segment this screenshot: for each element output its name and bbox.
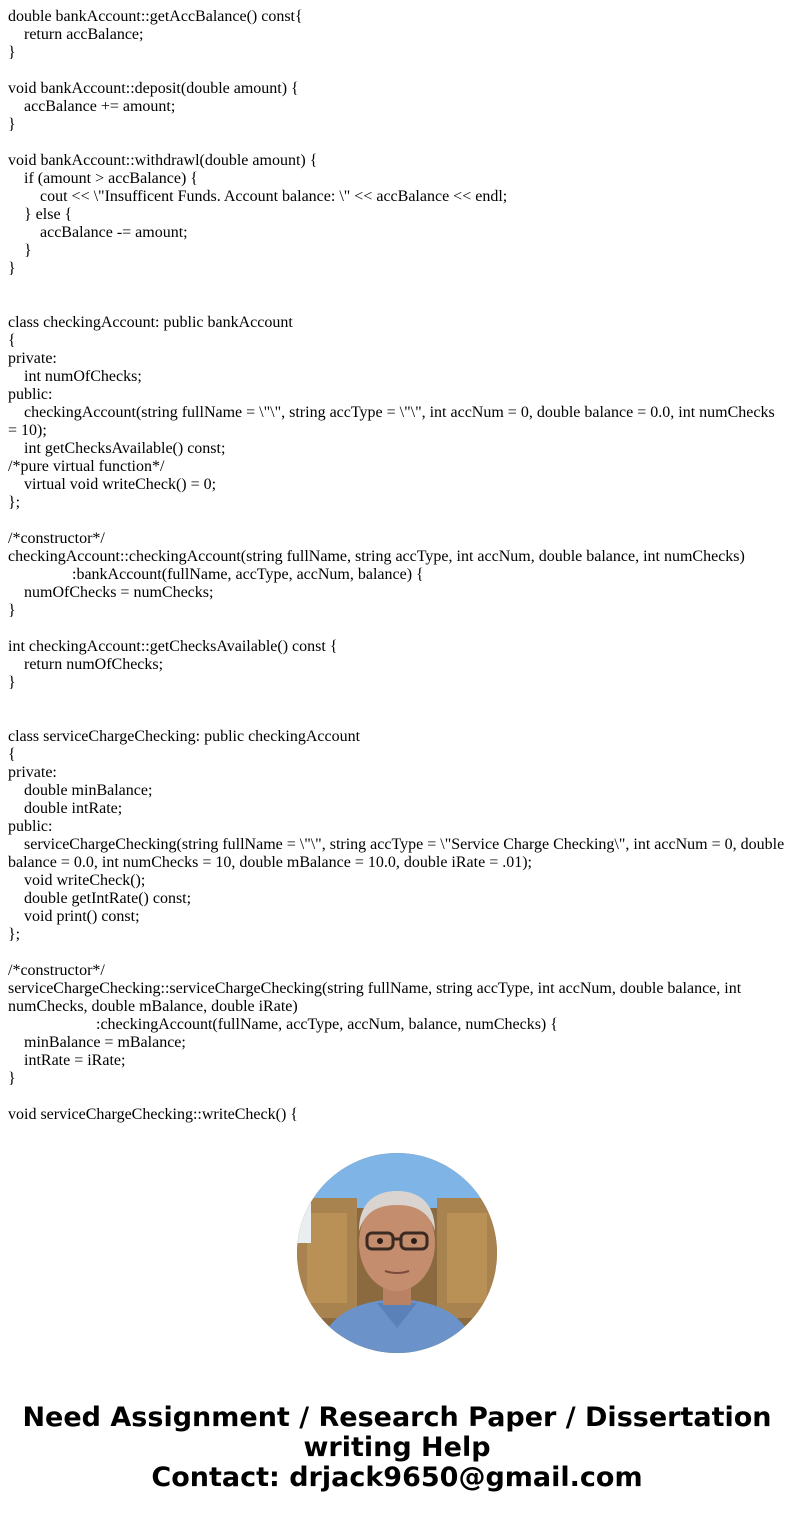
code-line: public: — [8, 386, 53, 403]
code-line: } — [8, 1070, 16, 1087]
code-line: }; — [8, 926, 21, 943]
code-line: serviceChargeChecking::serviceChargeChecking(string fullName, string accType, int accNum, double balance, int numChecks, double mBalance, double iRate) — [8, 980, 746, 1015]
promo-line-2: writing Help — [303, 1432, 491, 1463]
code-line: checkingAccount::checkingAccount(string fullName, string accType, int accNum, double balance, int numChecks) — [8, 548, 745, 565]
code-line — [8, 512, 786, 530]
promo-contact: Contact: drjack9650@gmail.com — [151, 1462, 643, 1493]
code-line: double intRate; — [8, 800, 123, 817]
code-line: void print() const; — [8, 908, 140, 925]
code-line: void bankAccount::deposit(double amount) { — [8, 80, 299, 97]
code-line — [8, 296, 786, 314]
code-line: } — [8, 44, 16, 61]
code-line: double minBalance; — [8, 782, 153, 799]
code-line: public: — [8, 818, 53, 835]
code-line: numOfChecks = numChecks; — [8, 584, 214, 601]
code-line: :checkingAccount(fullName, accType, accNum, balance, numChecks) { — [8, 1016, 558, 1033]
code-line — [8, 134, 786, 152]
code-line: accBalance += amount; — [8, 98, 176, 115]
code-line: void writeCheck(); — [8, 872, 146, 889]
code-line: void serviceChargeChecking::writeCheck() { — [8, 1106, 298, 1123]
code-line: private: — [8, 350, 57, 367]
code-line — [8, 944, 786, 962]
code-line: }; — [8, 494, 21, 511]
code-line: int checkingAccount::getChecksAvailable() const { — [8, 638, 338, 655]
code-line: } — [8, 116, 16, 133]
code-line: double getIntRate() const; — [8, 890, 192, 907]
code-line — [8, 620, 786, 638]
code-listing — [8, 8, 789, 1124]
code-line: serviceChargeChecking(string fullName = \"\", string accType = \"Service Charge Checking\", int accNum = 0, double balance = 0.0, int numChecks = 10, double mBalance = 10.0, double iRate = .01); — [8, 836, 789, 871]
code-line: } — [8, 242, 32, 259]
code-line: { — [8, 332, 16, 349]
code-line: intRate = iRate; — [8, 1052, 126, 1069]
code-line: if (amount > accBalance) { — [8, 170, 198, 187]
code-line: /*constructor*/ — [8, 530, 105, 547]
code-line: void bankAccount::withdrawl(double amount) { — [8, 152, 318, 169]
code-line: } — [8, 260, 16, 277]
code-line — [8, 62, 786, 80]
code-line: int numOfChecks; — [8, 368, 142, 385]
code-line: checkingAccount(string fullName = \"\", string accType = \"\", int accNum = 0, double balance = 0.0, int numChecks = 10); — [8, 404, 779, 439]
code-line: class checkingAccount: public bankAccount — [8, 314, 293, 331]
code-line: } else { — [8, 206, 73, 223]
code-line: /*pure virtual function*/ — [8, 458, 165, 475]
code-line: cout << \"Insufficent Funds. Account balance: \" << accBalance << endl; — [8, 188, 508, 205]
code-line: accBalance -= amount; — [8, 224, 188, 241]
code-line: double bankAccount::getAccBalance() const{ — [8, 8, 303, 25]
code-line: :bankAccount(fullName, accType, accNum, balance) { — [8, 566, 424, 583]
code-line: } — [8, 674, 16, 691]
code-line: } — [8, 602, 16, 619]
promo-banner — [0, 1403, 794, 1493]
code-line: /*constructor*/ — [8, 962, 105, 979]
code-line: return accBalance; — [8, 26, 144, 43]
code-line — [8, 278, 786, 296]
author-photo — [297, 1153, 497, 1353]
code-line: class serviceChargeChecking: public checkingAccount — [8, 728, 361, 745]
code-line — [8, 710, 786, 728]
code-line — [8, 1088, 786, 1106]
code-line — [8, 692, 786, 710]
code-line: minBalance = mBalance; — [8, 1034, 186, 1051]
code-line: private: — [8, 764, 57, 781]
code-line: virtual void writeCheck() = 0; — [8, 476, 217, 493]
code-line: int getChecksAvailable() const; — [8, 440, 226, 457]
promo-line-1: Need Assignment / Research Paper / Dissertation — [22, 1402, 772, 1433]
code-line: { — [8, 746, 16, 763]
code-line: return numOfChecks; — [8, 656, 164, 673]
portrait-image — [297, 1153, 497, 1353]
